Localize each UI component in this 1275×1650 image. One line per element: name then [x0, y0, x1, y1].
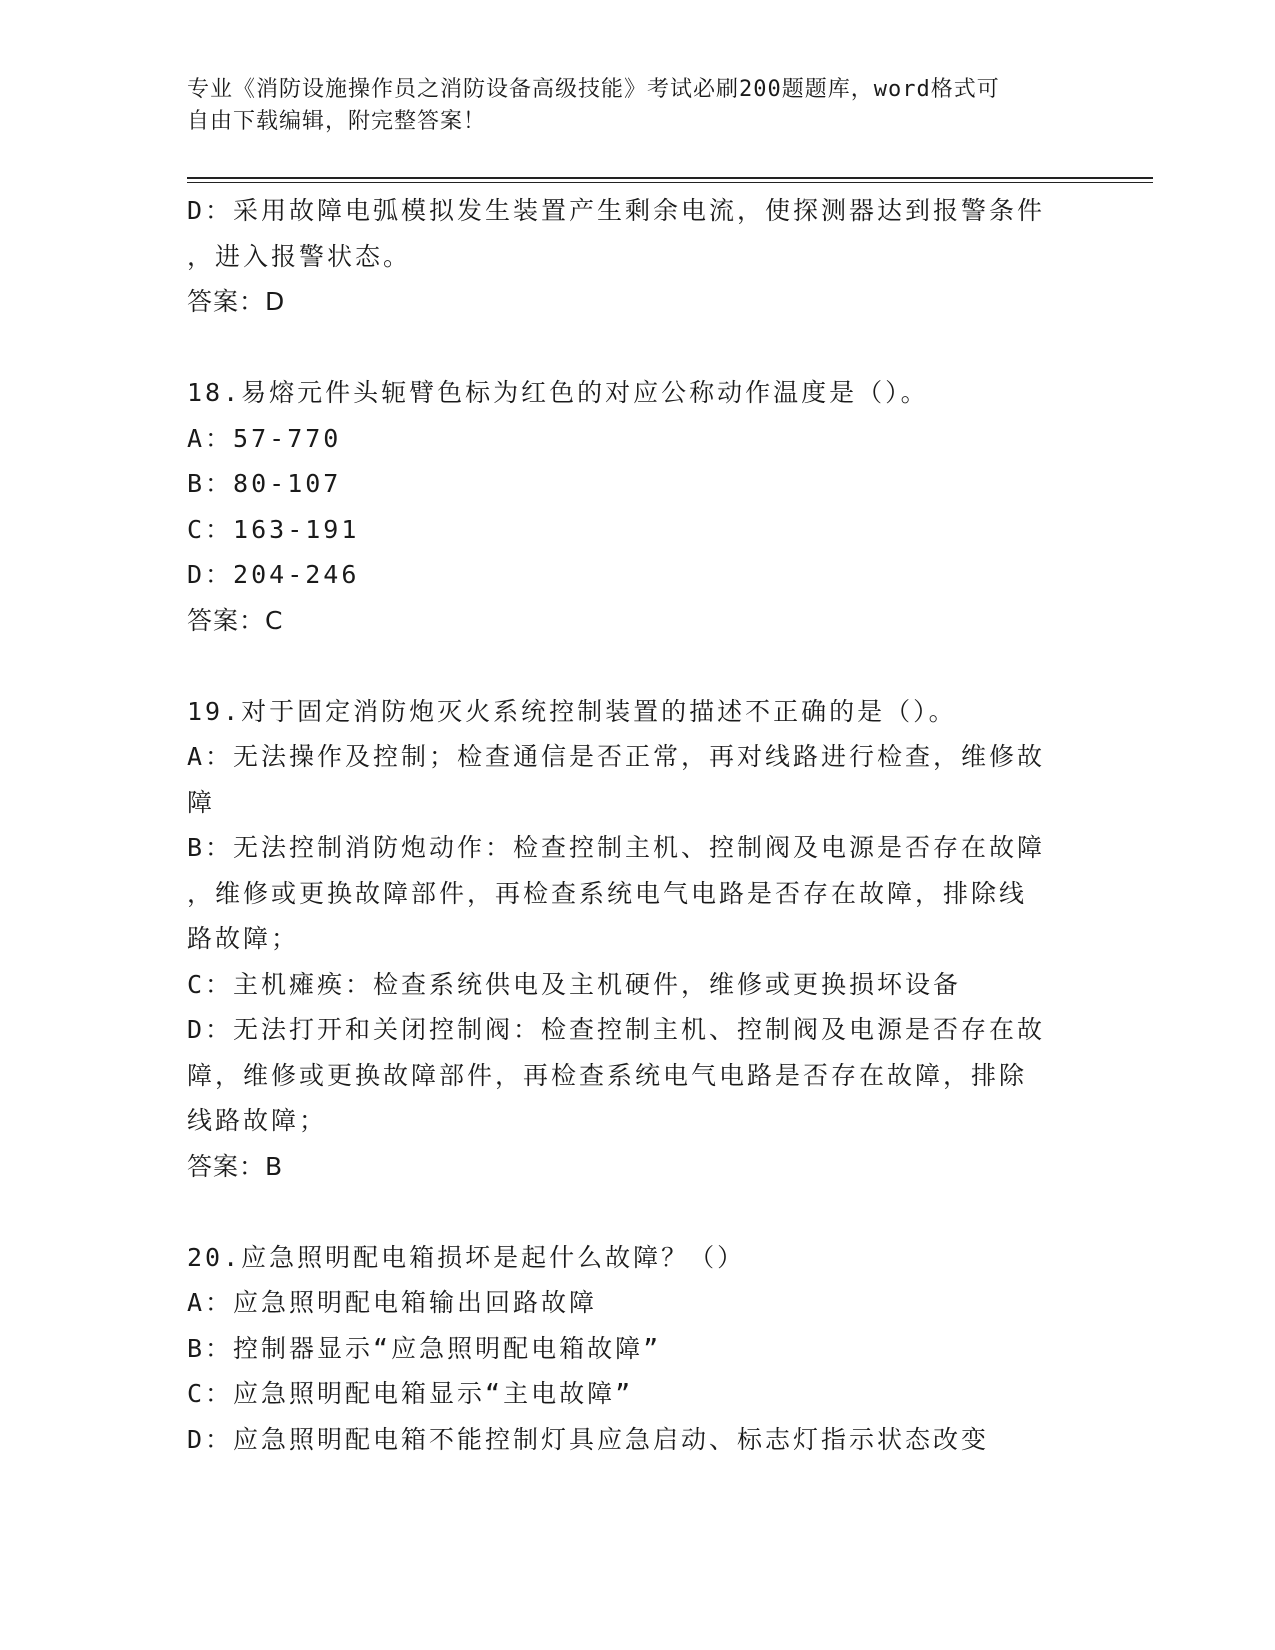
answer-label: 答案：B: [187, 1151, 284, 1181]
option-d-line-2: 障，维修或更换故障部件，再检查系统电气电路是否存在故障，排除: [187, 1060, 1028, 1090]
question-stem: 20.应急照明配电箱损坏是起什么故障？（）: [187, 1242, 746, 1272]
header-divider-thick: [187, 177, 1153, 179]
option-c: C：163-191: [187, 514, 360, 544]
option-b: B：控制器显示“应急照明配电箱故障”: [187, 1333, 662, 1363]
header-line-1: 专业《消防设施操作员之消防设备高级技能》考试必刷200题题库，word格式可: [187, 77, 1000, 102]
question-18: [187, 370, 1077, 643]
option-b-line-3: 路故障；: [187, 924, 300, 953]
answer-label: 答案：D: [187, 287, 286, 316]
option-a-line-1: A：无法操作及控制；检查通信是否正常，再对线路进行检查，维修故: [187, 742, 1046, 771]
option-b-line-1: B：无法控制消防炮动作：检查控制主机、控制阀及电源是否存在故障: [187, 833, 1046, 862]
spacer: [187, 325, 1077, 371]
question-19: [187, 689, 1077, 1190]
answer-label: 答案：C: [187, 605, 284, 635]
option-d: D：应急照明配电箱不能控制灯具应急启动、标志灯指示状态改变: [187, 1424, 990, 1454]
option-c: C：应急照明配电箱显示“主电故障”: [187, 1379, 634, 1408]
option-d: D：204-246: [187, 560, 360, 589]
question-stem: 18.易熔元件头轭臂色标为红色的对应公称动作温度是（）。: [187, 378, 929, 407]
spacer: [187, 1189, 1077, 1235]
option-a: A：应急照明配电箱输出回路故障: [187, 1288, 598, 1317]
option-d-line-1: D：采用故障电弧模拟发生装置产生剩余电流，使探测器达到报警条件: [187, 196, 1046, 225]
spacer: [187, 643, 1077, 689]
header-line-2: 自由下载编辑，附完整答案！: [187, 109, 487, 134]
question-stem: 19.对于固定消防炮灭火系统控制装置的描述不正确的是（）。: [187, 696, 957, 726]
option-d-line-1: D：无法打开和关闭控制阀：检查控制主机、控制阀及电源是否存在故: [187, 1015, 1046, 1044]
option-b-line-2: ，维修或更换故障部件，再检查系统电气电路是否存在故障，排除线: [187, 878, 1028, 908]
document-header: [187, 74, 1067, 138]
question-17-tail: [187, 188, 1077, 325]
option-d-line-2: ，进入报警状态。: [187, 241, 412, 271]
option-b: B：80-107: [187, 469, 342, 498]
question-list: [187, 188, 1077, 1462]
option-a: A：57-770: [187, 423, 342, 453]
header-divider-thin: [187, 182, 1153, 183]
option-c: C：主机瘫痪：检查系统供电及主机硬件，维修或更换损坏设备: [187, 969, 962, 999]
question-20: [187, 1235, 1077, 1463]
option-d-line-3: 线路故障；: [187, 1106, 328, 1135]
option-a-line-2: 障: [187, 787, 216, 817]
